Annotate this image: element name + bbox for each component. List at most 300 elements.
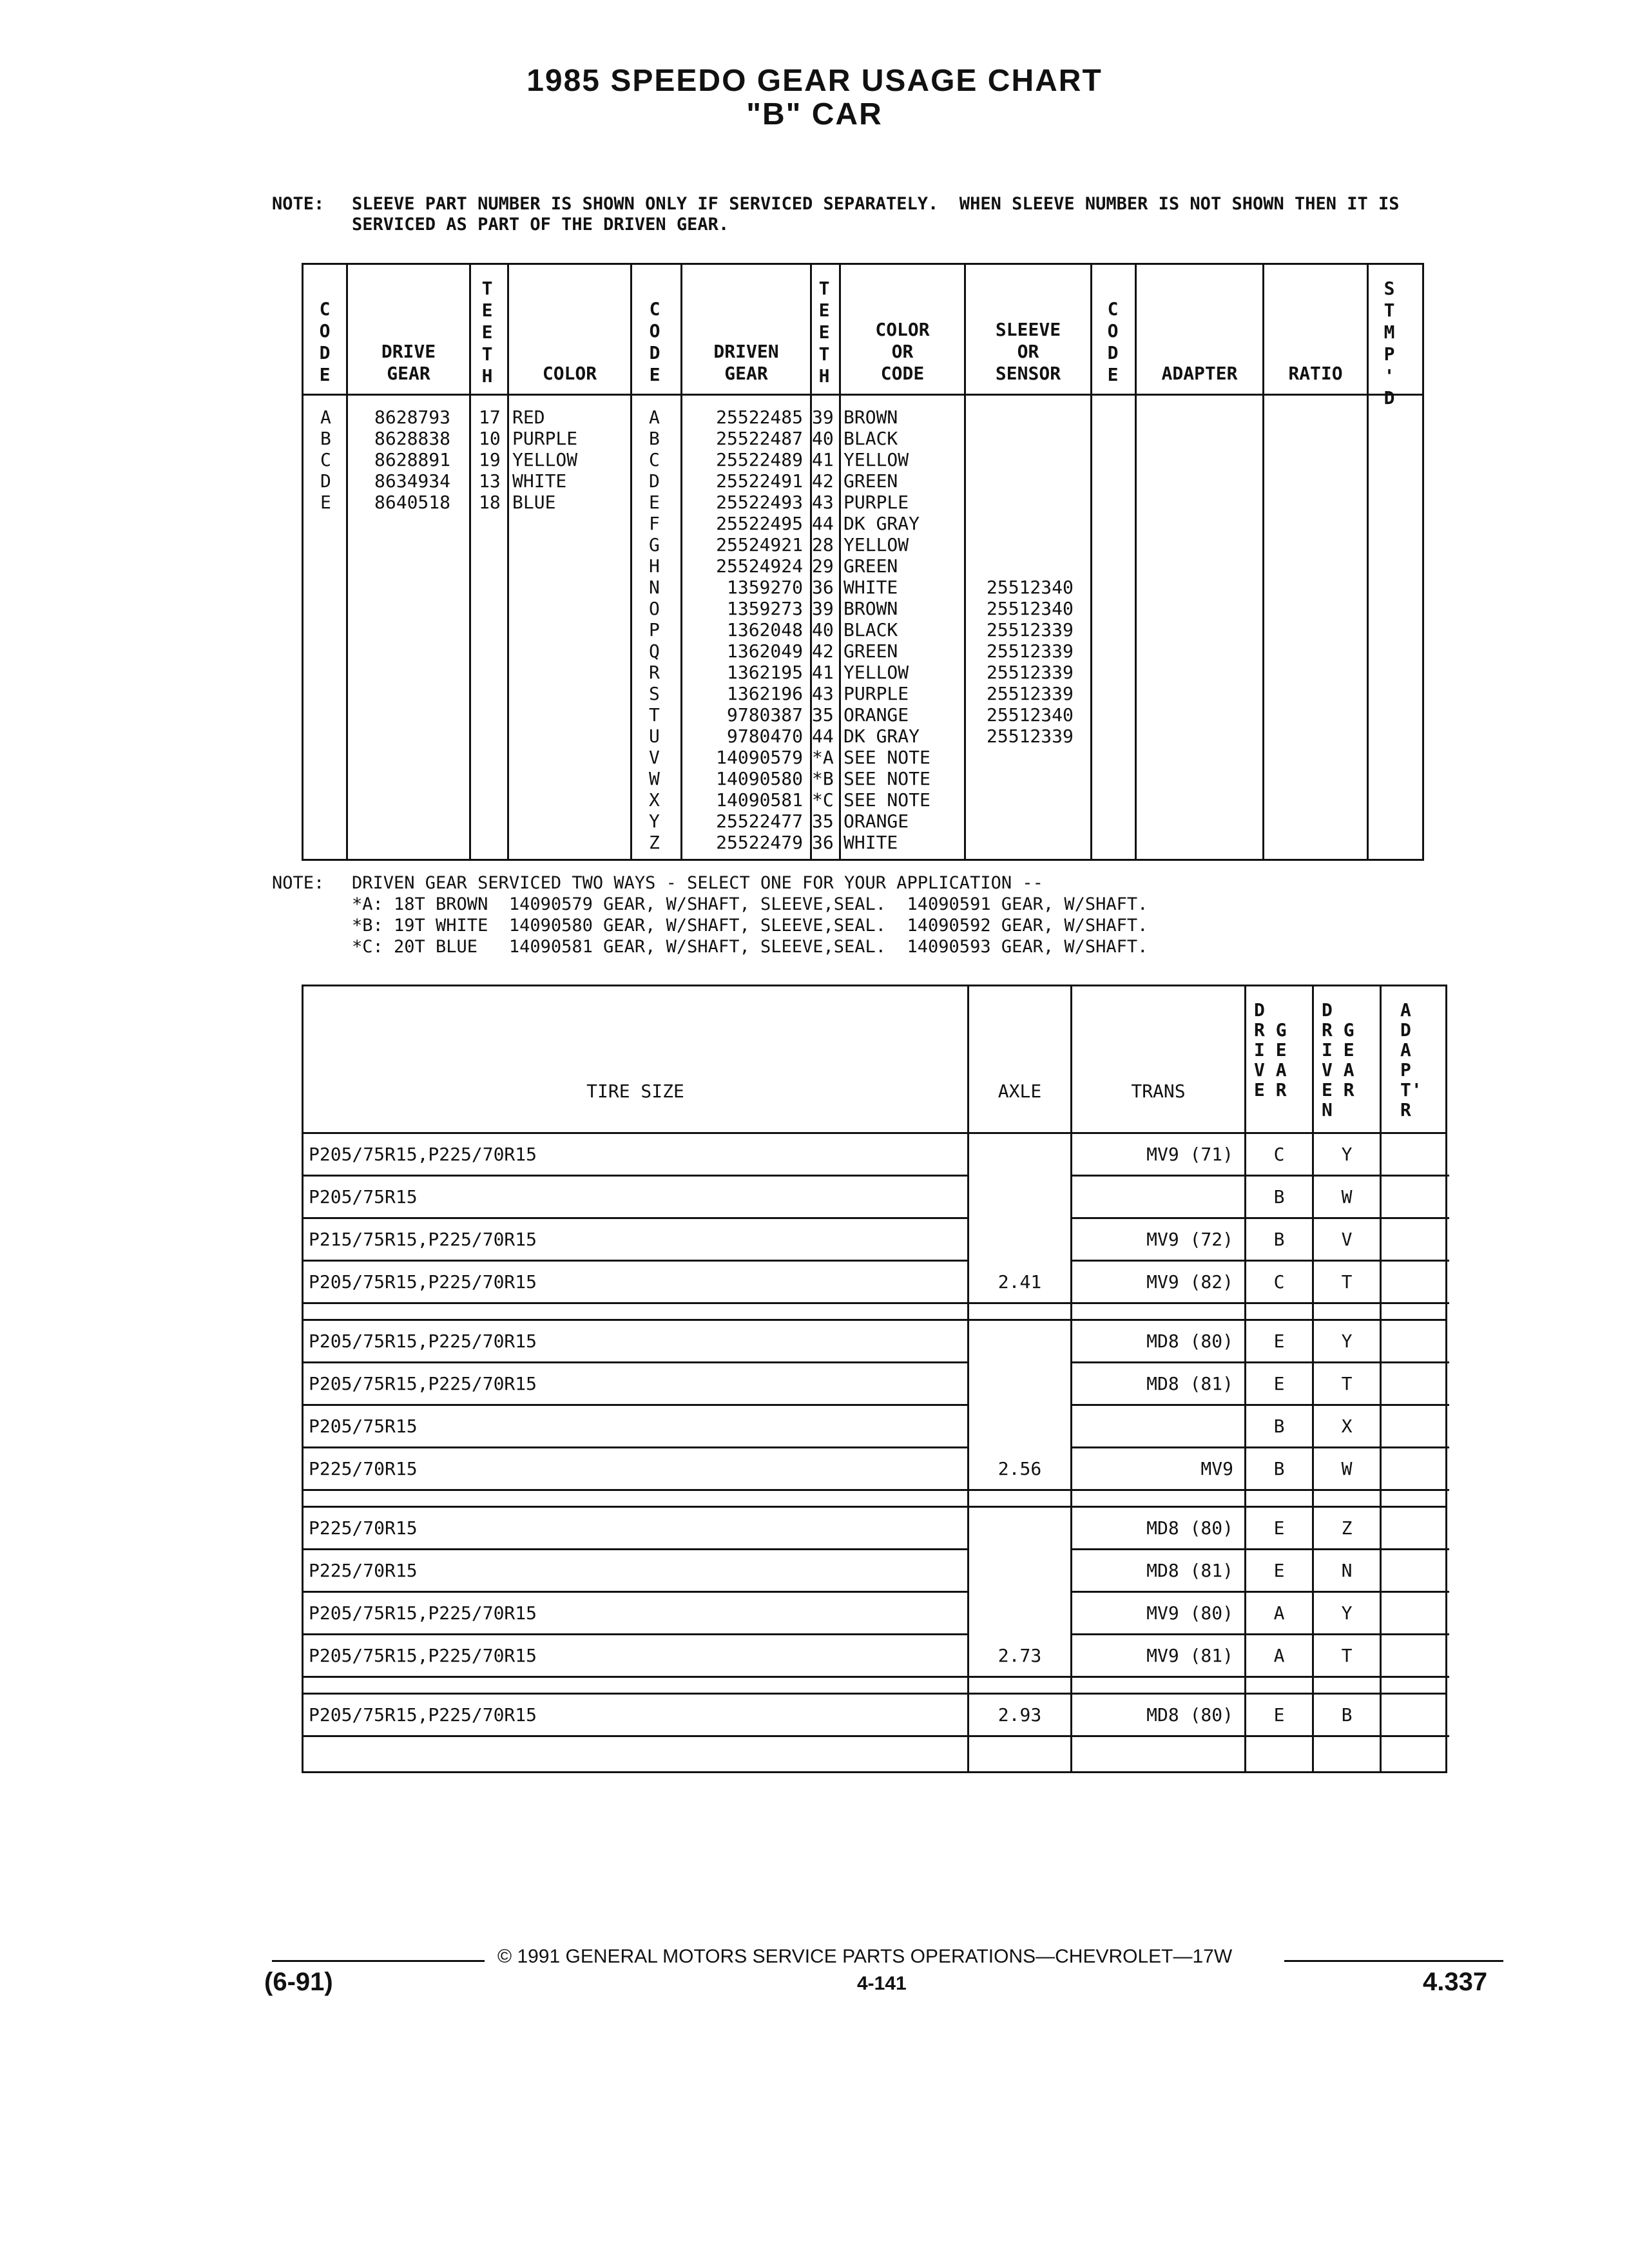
drive-gear-cell: B xyxy=(1273,1416,1285,1437)
driven-note-line: *C: 20T BLUE 14090581 GEAR, W/SHAFT, SLEEVE,SEAL. 14090593 GEAR, W/SHAFT. xyxy=(352,937,1148,957)
header-letter: P xyxy=(1383,343,1395,365)
page-subtitle: "B" CAR xyxy=(746,97,883,131)
row-rule xyxy=(1070,1302,1449,1304)
driven-code-cell: Q xyxy=(649,640,660,662)
driven-code-cell: Y xyxy=(649,811,660,832)
driven-gear-cell: 1362049 xyxy=(726,640,803,662)
trans-cell: MV9 (81) xyxy=(1146,1645,1233,1666)
axle-cell: 2.73 xyxy=(998,1645,1042,1666)
header-code2 xyxy=(645,298,664,386)
driven-color-cell: BLACK xyxy=(843,619,898,640)
drive-teeth-cell: 17 xyxy=(479,407,501,428)
driven-gear-cell: T xyxy=(1341,1271,1353,1293)
header-tire-size: TIRE SIZE xyxy=(586,1081,684,1102)
header-code3 xyxy=(1103,298,1123,386)
row-rule xyxy=(304,1217,967,1219)
tire-size-cell: P205/75R15,P225/70R15 xyxy=(309,1645,537,1666)
driven-color-cell: GREEN xyxy=(843,470,898,492)
driven-color-cell: YELLOW xyxy=(843,534,909,555)
tire-size-cell: P205/75R15,P225/70R15 xyxy=(309,1602,537,1624)
header-driven-gear xyxy=(1322,999,1354,1119)
driven-note-line: *A: 18T BROWN 14090579 GEAR, W/SHAFT, SLEEVE,SEAL. 14090591 GEAR, W/SHAFT. xyxy=(352,894,1148,914)
drive-gear-cell: E xyxy=(1273,1704,1285,1725)
group-rule xyxy=(304,1693,1445,1695)
driven-code-cell: C xyxy=(649,449,660,470)
header-letter: C xyxy=(319,298,331,320)
row-rule xyxy=(304,1591,967,1593)
sleeve-cell: 25512339 xyxy=(987,640,1074,662)
trans-cell: MD8 (81) xyxy=(1146,1560,1233,1581)
driven-color-cell: BROWN xyxy=(843,407,898,428)
axle-cell: 2.56 xyxy=(998,1458,1042,1479)
row-rule xyxy=(1070,1633,1449,1635)
driven-color-cell: YELLOW xyxy=(843,662,909,683)
driven-code-cell: A xyxy=(649,407,660,428)
axle-cell: 2.93 xyxy=(998,1704,1042,1725)
driven-color-cell: WHITE xyxy=(843,832,898,853)
sleeve-cell: 25512340 xyxy=(987,577,1074,598)
driven-code-cell: V xyxy=(649,747,660,768)
header-letter: E xyxy=(818,300,830,321)
row-rule xyxy=(304,1633,967,1635)
row-rule xyxy=(304,1260,967,1262)
drive-gear-cell: 8628838 xyxy=(374,428,451,449)
header-letter: V A xyxy=(1254,1059,1287,1081)
trans-cell: MD8 (80) xyxy=(1146,1704,1233,1725)
driven-teeth-cell: 40 xyxy=(812,428,834,449)
driven-gear-cell: 25522491 xyxy=(716,470,803,492)
sleeve-cell: 25512339 xyxy=(987,683,1074,704)
driven-code-cell: B xyxy=(649,428,660,449)
driven-color-cell: ORANGE xyxy=(843,811,909,832)
drive-gear-cell: B xyxy=(1273,1186,1285,1207)
driven-gear-cell: W xyxy=(1341,1186,1353,1207)
top-note-line2: SERVICED AS PART OF THE DRIVEN GEAR. xyxy=(352,215,729,235)
row-rule xyxy=(304,1548,967,1550)
drive-code-cell: E xyxy=(320,492,331,513)
driven-gear-cell: 25524921 xyxy=(716,534,803,555)
driven-teeth-cell: 36 xyxy=(812,832,834,853)
drive-code-cell: D xyxy=(320,470,331,492)
footer-copyright: © 1991 GENERAL MOTORS SERVICE PARTS OPERATIONS—CHEVROLET—17W xyxy=(497,1946,1233,1967)
drive-teeth-cell: 10 xyxy=(479,428,501,449)
driven-gear-cell: N xyxy=(1341,1560,1353,1581)
driven-gear-cell: X xyxy=(1341,1416,1353,1437)
row-rule xyxy=(1070,1735,1449,1737)
sleeve-cell xyxy=(987,832,1074,853)
driven-gear-cell: 25524924 xyxy=(716,555,803,577)
driven-teeth-cell: 35 xyxy=(812,811,834,832)
driven-gear-cell: Z xyxy=(1341,1517,1353,1539)
drive-gear-cell: A xyxy=(1273,1645,1285,1666)
header-letter: E xyxy=(481,300,493,321)
sleeve-cell xyxy=(987,492,1074,513)
row-rule xyxy=(304,1404,967,1406)
header-letter: A xyxy=(1400,999,1411,1021)
row-rule xyxy=(967,1676,1070,1678)
header-code xyxy=(315,298,334,386)
drive-code-cell: C xyxy=(320,449,331,470)
header-letter: D xyxy=(1383,387,1395,408)
row-rule xyxy=(967,1489,1070,1491)
gear-table xyxy=(302,263,1424,861)
drive-gear-cell: C xyxy=(1273,1144,1285,1165)
sleeve-cell xyxy=(987,470,1074,492)
header-letter: E R xyxy=(1254,1079,1287,1100)
driven-code-cell: T xyxy=(649,704,660,726)
driven-gear-cell: 25522495 xyxy=(716,513,803,534)
driven-color-cell: DK GRAY xyxy=(843,726,920,747)
driven-teeth-cell: 44 xyxy=(812,726,834,747)
header-letter: O xyxy=(1107,320,1119,341)
sleeve-cell xyxy=(987,407,1074,428)
header-letter: S xyxy=(1383,278,1395,299)
top-note-label: NOTE: xyxy=(272,194,325,214)
driven-gear-cell: B xyxy=(1341,1704,1353,1725)
drive-gear-cell: A xyxy=(1273,1602,1285,1624)
driven-color-cell: SEE NOTE xyxy=(843,747,930,768)
driven-teeth-cell: *B xyxy=(812,768,834,789)
driven-note-line: *B: 19T WHITE 14090580 GEAR, W/SHAFT, SLEEVE,SEAL. 14090592 GEAR, W/SHAFT. xyxy=(352,916,1148,936)
row-rule xyxy=(967,1735,1070,1737)
header-letter: E xyxy=(319,364,331,385)
drive-gear-cell: E xyxy=(1273,1560,1285,1581)
tire-size-cell: P225/70R15 xyxy=(309,1560,418,1581)
sleeve-cell xyxy=(987,768,1074,789)
driven-code-cell: S xyxy=(649,683,660,704)
tire-size-cell: P205/75R15 xyxy=(309,1186,418,1207)
driven-teeth-cell: 35 xyxy=(812,704,834,726)
driven-code-column xyxy=(649,407,660,853)
drive-gear-cell: E xyxy=(1273,1331,1285,1352)
driven-code-cell: E xyxy=(649,492,660,513)
header-letter: D xyxy=(319,342,331,363)
group-rule xyxy=(304,1506,1445,1508)
driven-teeth-cell: 44 xyxy=(812,513,834,534)
tire-size-cell: P205/75R15,P225/70R15 xyxy=(309,1144,537,1165)
driven-gear-cell: 14090581 xyxy=(716,789,803,811)
header-letter: T xyxy=(1383,300,1395,321)
driven-color-cell: BLACK xyxy=(843,428,898,449)
drive-teeth-cell: 13 xyxy=(479,470,501,492)
sleeve-cell: 25512340 xyxy=(987,704,1074,726)
driven-gear-cell: 14090579 xyxy=(716,747,803,768)
sleeve-cell xyxy=(987,428,1074,449)
driven-teeth-cell: 43 xyxy=(812,492,834,513)
header-letter: R G xyxy=(1322,1019,1354,1041)
driven-gear-cell: 25522479 xyxy=(716,832,803,853)
driven-note-line: DRIVEN GEAR SERVICED TWO WAYS - SELECT ONE FOR YOUR APPLICATION -- xyxy=(352,873,1043,893)
header-trans: TRANS xyxy=(1131,1081,1186,1102)
driven-code-cell: F xyxy=(649,513,660,534)
row-rule xyxy=(304,1175,967,1177)
tire-size-cell: P205/75R15,P225/70R15 xyxy=(309,1373,537,1394)
driven-gear-cell: T xyxy=(1341,1373,1353,1394)
driven-teeth-cell: 42 xyxy=(812,640,834,662)
driven-code-cell: H xyxy=(649,555,660,577)
driven-color-cell: DK GRAY xyxy=(843,513,920,534)
row-rule xyxy=(1070,1446,1449,1448)
row-rule xyxy=(1070,1217,1449,1219)
drive-teeth-cell: 18 xyxy=(479,492,501,513)
header-ratio: RATIO xyxy=(1288,363,1343,384)
drive-color-cell: RED xyxy=(512,407,545,428)
header-letter: R xyxy=(1400,1099,1411,1120)
header-letter: V A xyxy=(1322,1059,1354,1081)
driven-color-cell: SEE NOTE xyxy=(843,768,930,789)
drive-gear-cell: 8640518 xyxy=(374,492,451,513)
driven-gear-cell: 9780387 xyxy=(726,704,803,726)
driven-teeth-cell: 41 xyxy=(812,449,834,470)
sleeve-cell xyxy=(987,789,1074,811)
driven-gear-cell: 25522489 xyxy=(716,449,803,470)
tire-size-cell: P205/75R15,P225/70R15 xyxy=(309,1331,537,1352)
row-rule xyxy=(304,1302,967,1304)
driven-gear-cell: 25522493 xyxy=(716,492,803,513)
drive-color-cell: YELLOW xyxy=(512,449,578,470)
row-rule xyxy=(1070,1260,1449,1262)
drive-gear-cell: B xyxy=(1273,1229,1285,1250)
driven-teeth-cell: *C xyxy=(812,789,834,811)
driven-color-cell: PURPLE xyxy=(843,683,909,704)
driven-color-cell: PURPLE xyxy=(843,492,909,513)
top-note-line1: SLEEVE PART NUMBER IS SHOWN ONLY IF SERVICED SEPARATELY. WHEN SLEEVE NUMBER IS NOT SHOWN THEN IT IS xyxy=(352,194,1400,214)
driven-teeth-cell: 36 xyxy=(812,577,834,598)
header-letter: R G xyxy=(1254,1019,1287,1041)
drive-teeth-column xyxy=(479,407,501,513)
header-letter: E R xyxy=(1322,1079,1354,1100)
trans-cell: MV9 (80) xyxy=(1146,1602,1233,1624)
drive-color-column xyxy=(512,407,577,513)
drive-gear-cell: C xyxy=(1273,1271,1285,1293)
header-teeth xyxy=(477,278,497,387)
driven-code-cell: G xyxy=(649,534,660,555)
driven-gear-cell: 1362048 xyxy=(726,619,803,640)
header-letter: ' xyxy=(1383,365,1395,387)
header-axle: AXLE xyxy=(998,1081,1042,1102)
footer-rule-left xyxy=(272,1960,485,1962)
sleeve-cell xyxy=(987,555,1074,577)
drive-gear-cell: E xyxy=(1273,1373,1285,1394)
group-rule xyxy=(304,1319,1445,1321)
driven-teeth-cell: 28 xyxy=(812,534,834,555)
row-rule xyxy=(304,1361,967,1363)
drive-gear-cell: 8628891 xyxy=(374,449,451,470)
header-letter: I E xyxy=(1322,1039,1354,1061)
driven-gear-cell: 1359270 xyxy=(726,577,803,598)
drive-teeth-cell: 19 xyxy=(479,449,501,470)
row-rule xyxy=(1070,1175,1449,1177)
row-rule xyxy=(304,1446,967,1448)
trans-cell: MD8 (80) xyxy=(1146,1517,1233,1539)
header-letter: I E xyxy=(1254,1039,1287,1061)
tire-size-cell: P205/75R15,P225/70R15 xyxy=(309,1704,537,1725)
header-letter: T xyxy=(481,278,493,299)
driven-color-cell: GREEN xyxy=(843,555,898,577)
row-rule xyxy=(1070,1591,1449,1593)
trans-cell: MV9 (71) xyxy=(1146,1144,1233,1165)
driven-gear-cell: 9780470 xyxy=(726,726,803,747)
trans-cell: MD8 (81) xyxy=(1146,1373,1233,1394)
driven-code-cell: R xyxy=(649,662,660,683)
sleeve-cell xyxy=(987,449,1074,470)
driven-teeth-column xyxy=(812,407,834,853)
header-stmpd xyxy=(1380,278,1399,409)
header-letter: D xyxy=(649,342,660,363)
header-sleeve: SLEEVE OR SENSOR xyxy=(995,319,1061,384)
driven-code-cell: O xyxy=(649,598,660,619)
driven-gear-cell: 25522485 xyxy=(716,407,803,428)
drive-gear-column xyxy=(374,407,450,513)
header-letter: T xyxy=(481,343,493,365)
footer-rule-right xyxy=(1284,1960,1503,1962)
header-adapter xyxy=(1400,999,1422,1119)
sleeve-cell xyxy=(987,747,1074,768)
drive-code-cell: B xyxy=(320,428,331,449)
driven-code-cell: P xyxy=(649,619,660,640)
header-driven-gear: DRIVEN GEAR xyxy=(713,341,779,384)
row-rule xyxy=(304,1489,967,1491)
header-letter: O xyxy=(649,320,660,341)
header-adapter: ADAPTER xyxy=(1161,363,1238,384)
header-letter: D xyxy=(1400,1019,1411,1041)
footer-date-code: (6-91) xyxy=(264,1968,333,1996)
driven-teeth-cell: 41 xyxy=(812,662,834,683)
drive-gear-cell: B xyxy=(1273,1458,1285,1479)
drive-gear-cell: E xyxy=(1273,1517,1285,1539)
header-drive-gear: DRIVE GEAR xyxy=(381,341,436,384)
driven-color-cell: YELLOW xyxy=(843,449,909,470)
header-letter: H xyxy=(481,365,493,387)
driven-note-label: NOTE: xyxy=(272,873,325,893)
sleeve-cell: 25512339 xyxy=(987,726,1074,747)
driven-color-cell: BROWN xyxy=(843,598,898,619)
header-letter: T xyxy=(818,278,830,299)
header-letter: E xyxy=(481,322,493,343)
driven-gear-cell: 25522477 xyxy=(716,811,803,832)
sleeve-column xyxy=(987,407,1074,853)
header-teeth2 xyxy=(815,278,834,387)
header-letter: O xyxy=(319,320,331,341)
header-letter: E xyxy=(649,364,660,385)
trans-cell: MV9 (72) xyxy=(1146,1229,1233,1250)
tire-size-cell: P205/75R15,P225/70R15 xyxy=(309,1271,537,1293)
driven-gear-cell: 25522487 xyxy=(716,428,803,449)
header-letter: T' xyxy=(1400,1079,1422,1100)
driven-code-cell: W xyxy=(649,768,660,789)
driven-color-column xyxy=(843,407,930,853)
sleeve-cell: 25512339 xyxy=(987,619,1074,640)
driven-gear-column xyxy=(690,407,803,853)
drive-gear-cell: 8634934 xyxy=(374,470,451,492)
drive-color-cell: WHITE xyxy=(512,470,567,492)
trans-cell: MD8 (80) xyxy=(1146,1331,1233,1352)
header-letter: D xyxy=(1254,999,1265,1021)
usage-table xyxy=(302,985,1447,1773)
tire-size-cell: P215/75R15,P225/70R15 xyxy=(309,1229,537,1250)
header-letter: M xyxy=(1383,322,1395,343)
driven-code-cell: U xyxy=(649,726,660,747)
header-color: COLOR xyxy=(542,363,597,384)
drive-color-cell: BLUE xyxy=(512,492,556,513)
driven-code-cell: Z xyxy=(649,832,660,853)
header-letter: D xyxy=(1107,342,1119,363)
header-letter: E xyxy=(818,322,830,343)
driven-gear-cell: 1359273 xyxy=(726,598,803,619)
footer-page-right: 4.337 xyxy=(1423,1968,1488,1996)
driven-gear-cell: Y xyxy=(1341,1602,1353,1624)
driven-gear-cell: 1362195 xyxy=(726,662,803,683)
row-rule xyxy=(304,1735,967,1737)
header-letter: E xyxy=(1107,364,1119,385)
sleeve-cell: 25512339 xyxy=(987,662,1074,683)
driven-teeth-cell: *A xyxy=(812,747,834,768)
driven-gear-cell: 1362196 xyxy=(726,683,803,704)
driven-code-cell: X xyxy=(649,789,660,811)
sleeve-cell xyxy=(987,534,1074,555)
header-letter: D xyxy=(1322,999,1333,1021)
driven-color-cell: SEE NOTE xyxy=(843,789,930,811)
driven-code-cell: D xyxy=(649,470,660,492)
sleeve-cell: 25512340 xyxy=(987,598,1074,619)
header-letter: P xyxy=(1400,1059,1411,1081)
driven-teeth-cell: 39 xyxy=(812,407,834,428)
driven-color-cell: ORANGE xyxy=(843,704,909,726)
row-rule xyxy=(1070,1361,1449,1363)
axle-cell: 2.41 xyxy=(998,1271,1042,1293)
header-color-code: COLOR OR CODE xyxy=(875,319,930,384)
sleeve-cell xyxy=(987,513,1074,534)
header-drive-gear xyxy=(1254,999,1287,1099)
header-letter: T xyxy=(818,343,830,365)
page-title: 1985 SPEEDO GEAR USAGE CHART xyxy=(526,64,1103,98)
header-letter: N xyxy=(1322,1099,1333,1120)
driven-gear-cell: T xyxy=(1341,1645,1353,1666)
driven-color-cell: WHITE xyxy=(843,577,898,598)
driven-gear-cell: V xyxy=(1341,1229,1353,1250)
sleeve-cell xyxy=(987,811,1074,832)
tire-size-cell: P225/70R15 xyxy=(309,1517,418,1539)
driven-teeth-cell: 40 xyxy=(812,619,834,640)
header-letter: A xyxy=(1400,1039,1411,1061)
row-rule xyxy=(1070,1404,1449,1406)
driven-color-cell: GREEN xyxy=(843,640,898,662)
trans-cell: MV9 (82) xyxy=(1146,1271,1233,1293)
drive-code-column xyxy=(320,407,331,513)
row-rule xyxy=(1070,1489,1449,1491)
drive-color-cell: PURPLE xyxy=(512,428,578,449)
row-rule xyxy=(967,1302,1070,1304)
driven-gear-cell: 14090580 xyxy=(716,768,803,789)
row-rule xyxy=(1070,1548,1449,1550)
trans-cell: MV9 xyxy=(1200,1458,1233,1479)
drive-code-cell: A xyxy=(320,407,331,428)
driven-teeth-cell: 42 xyxy=(812,470,834,492)
footer-page-center: 4-141 xyxy=(857,1973,907,1994)
driven-gear-cell: W xyxy=(1341,1458,1353,1479)
driven-teeth-cell: 43 xyxy=(812,683,834,704)
drive-gear-cell: 8628793 xyxy=(374,407,451,428)
row-rule xyxy=(1070,1676,1449,1678)
row-rule xyxy=(304,1676,967,1678)
header-letter: H xyxy=(818,365,830,387)
driven-gear-cell: Y xyxy=(1341,1331,1353,1352)
driven-teeth-cell: 29 xyxy=(812,555,834,577)
driven-gear-cell: Y xyxy=(1341,1144,1353,1165)
tire-size-cell: P225/70R15 xyxy=(309,1458,418,1479)
tire-size-cell: P205/75R15 xyxy=(309,1416,418,1437)
header-letter: C xyxy=(1107,298,1119,320)
